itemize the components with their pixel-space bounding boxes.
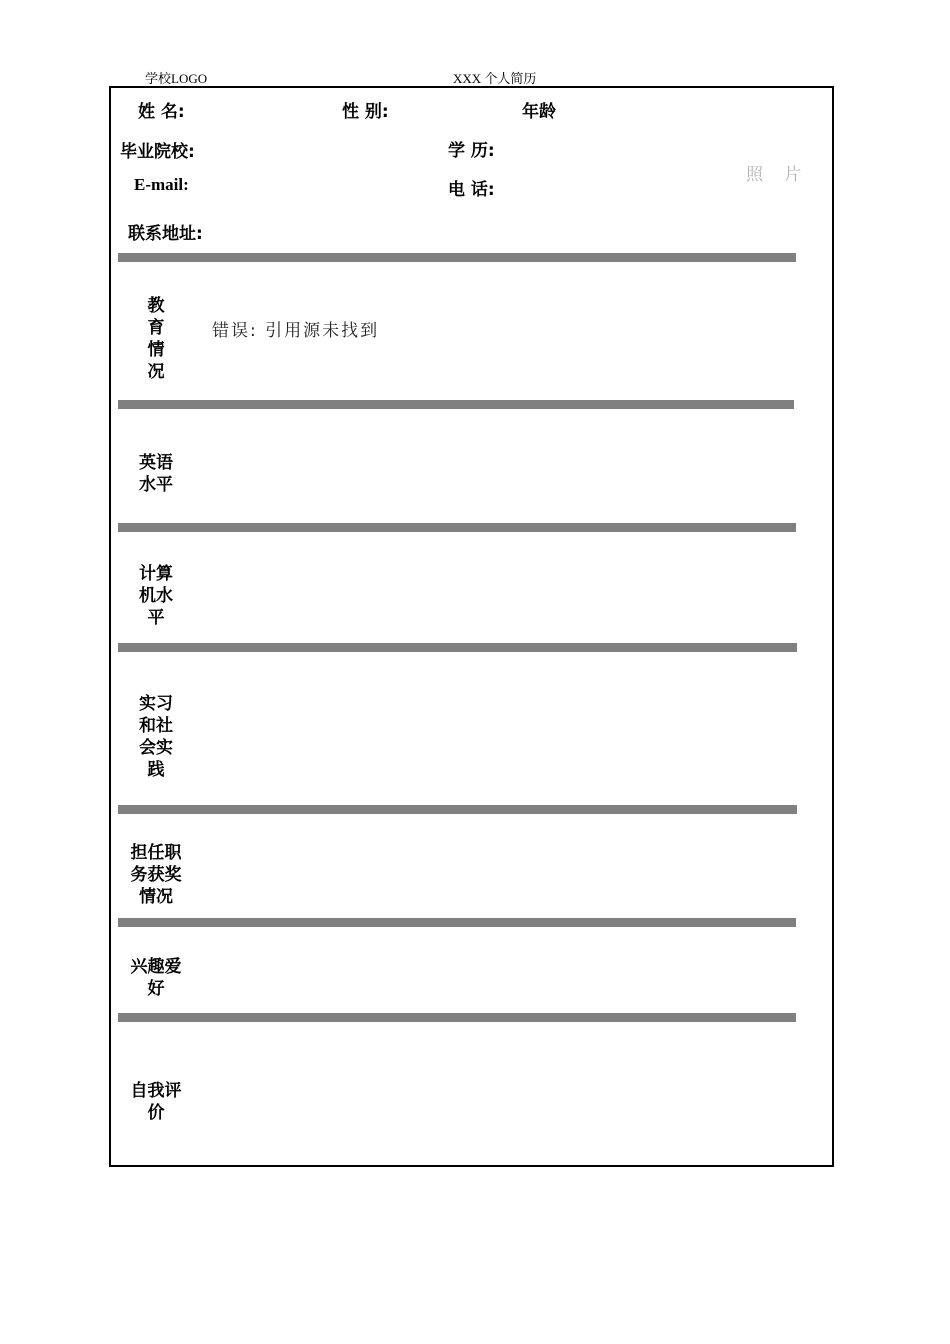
section-divider — [118, 523, 796, 532]
section-divider — [118, 253, 796, 262]
section-practice-label: 实习 和社 会实 践 — [139, 694, 173, 780]
school-label: 毕业院校: — [120, 142, 195, 162]
section-education-label: 教 育 情 况 — [147, 296, 165, 382]
email-label: E-mail: — [134, 175, 189, 194]
section-divider — [118, 643, 797, 652]
section-divider — [118, 400, 794, 409]
education-content: 错误: 引用源未找到 — [212, 321, 380, 341]
section-positions-label: 担任职 务获奖 情况 — [130, 843, 182, 907]
address-label: 联系地址: — [128, 224, 203, 244]
section-self-eval-label: 自我评 价 — [130, 1081, 182, 1123]
gender-label: 性 别: — [342, 102, 389, 122]
section-divider — [118, 918, 796, 927]
degree-label: 学 历: — [448, 141, 495, 161]
section-hobbies-label: 兴趣爱 好 — [130, 957, 182, 999]
school-logo-text: 学校LOGO — [145, 71, 208, 86]
section-computer-label: 计算 机水 平 — [139, 564, 173, 628]
age-label: 年龄 — [522, 102, 556, 122]
resume-title: XXX 个人简历 — [453, 71, 537, 86]
section-divider — [118, 1013, 796, 1022]
photo-placeholder: 照 片 — [746, 165, 810, 185]
name-label: 姓 名: — [138, 102, 185, 122]
resume-frame — [109, 86, 834, 1167]
phone-label: 电 话: — [448, 180, 495, 200]
section-english-label: 英语 水平 — [139, 453, 173, 495]
section-divider — [118, 805, 797, 814]
